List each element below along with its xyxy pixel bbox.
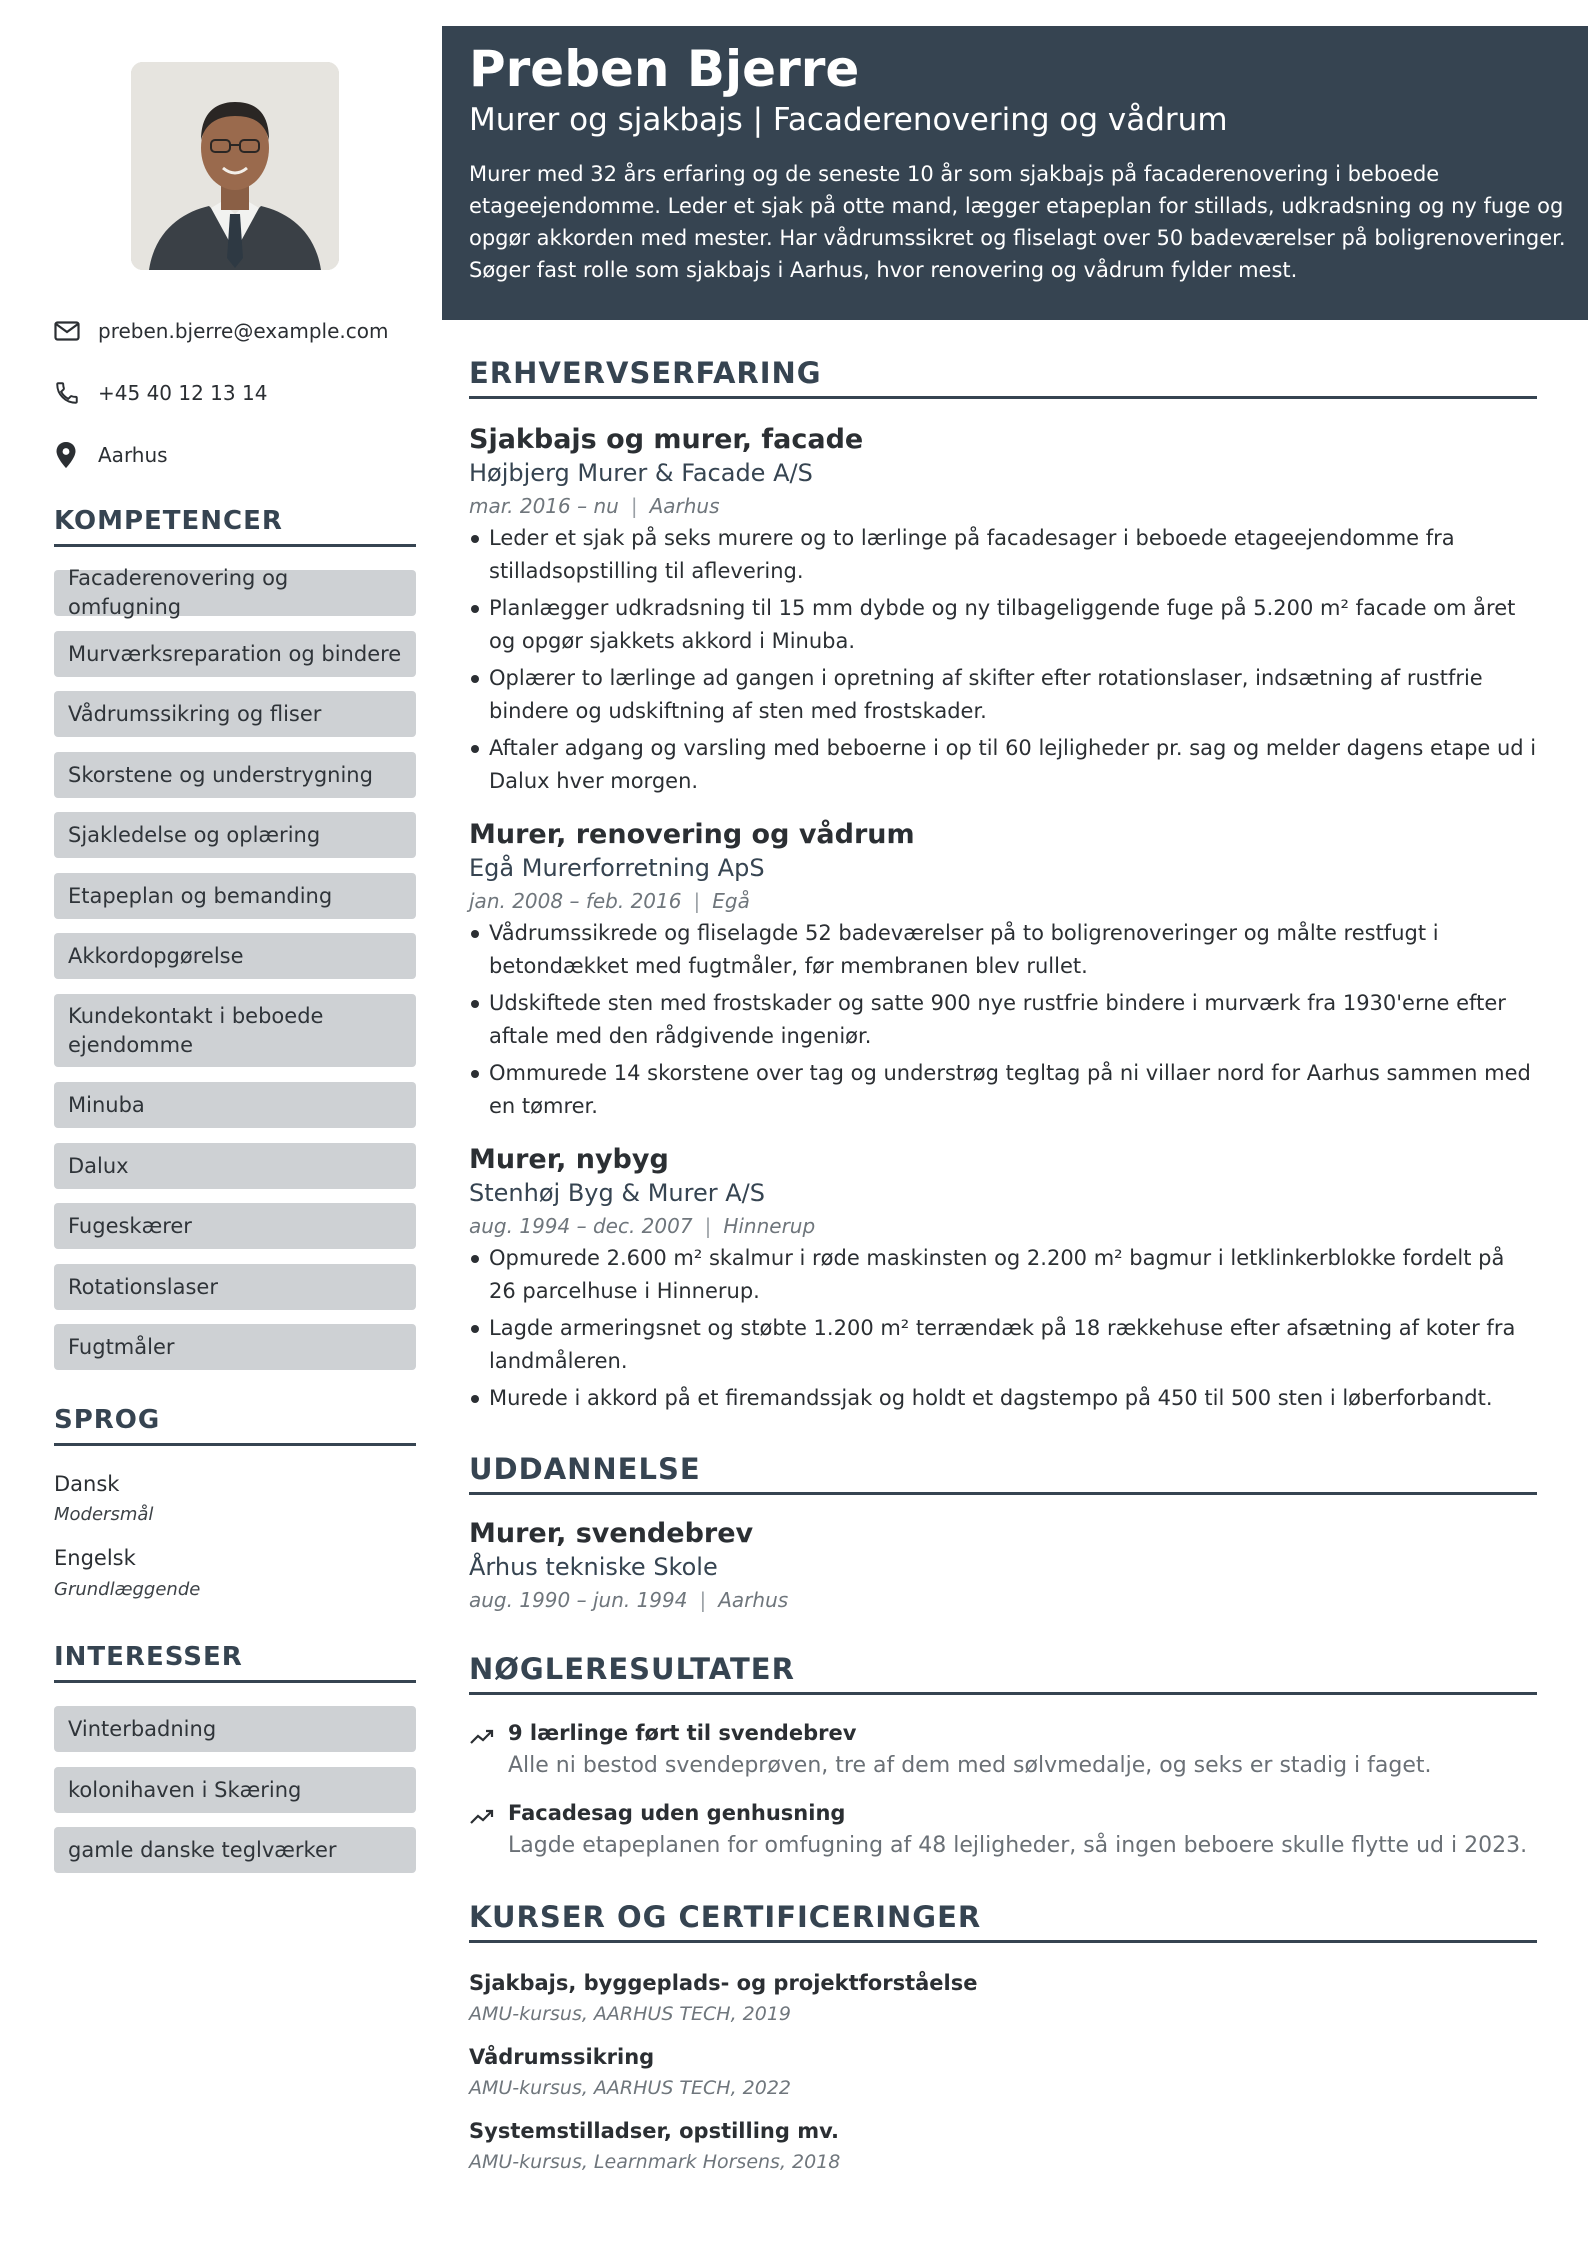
education-dates: aug. 1990 – jun. 1994 — [469, 1588, 688, 1612]
achievement-title: 9 lærlinge ført til svendebrev — [508, 1721, 857, 1745]
skill-chip: Vådrumssikring og fliser — [54, 691, 416, 737]
course-meta: AMU-kursus, Learnmark Horsens, 2018 — [469, 2151, 841, 2173]
location-text: Aarhus — [98, 443, 168, 467]
job-bullet: Murede i akkord på et firemandssjak og holdt et dagstempo på 450 til 500 sten i løberforbandt. — [489, 1382, 1537, 1415]
job-dates: mar. 2016 – nu — [469, 494, 619, 518]
section-heading-experience: ERHVERVSERFARING — [469, 356, 1537, 399]
interest-chip: kolonihaven i Skæring — [54, 1767, 416, 1813]
contact-phone[interactable] — [54, 376, 416, 410]
job-dates: jan. 2008 – feb. 2016 — [469, 889, 682, 913]
skill-chip: Dalux — [54, 1143, 416, 1189]
skill-chip: Rotationslaser — [54, 1264, 416, 1310]
job-bullet: Planlægger udkradsning til 15 mm dybde og ny tilbageliggende fuge på 5.200 m² facade om året og opgør sjakkets akkord i Minuba. — [489, 592, 1537, 658]
language-name: Dansk — [54, 1472, 120, 1496]
job-company: Højbjerg Murer & Facade A/S — [469, 459, 813, 487]
job-company: Egå Murerforretning ApS — [469, 854, 765, 882]
skill-chip: Sjakledelse og oplæring — [54, 812, 416, 858]
phone-icon — [54, 378, 84, 408]
language-name: Engelsk — [54, 1546, 136, 1570]
job-dates: aug. 1994 – dec. 2007 — [469, 1214, 693, 1238]
job-bullet: Aftaler adgang og varsling med beboerne i op til 60 lejligheder pr. sag og melder dagens etape ud i Dalux hver morgen. — [489, 732, 1537, 798]
section-heading-courses: KURSER OG CERTIFICERINGER — [469, 1900, 1537, 1943]
job-place: Egå — [712, 889, 750, 913]
education-school: Århus tekniske Skole — [469, 1553, 718, 1581]
course-title: Sjakbajs, byggeplads- og projektforståelse — [469, 1971, 978, 1995]
separator: | — [693, 889, 701, 913]
map-pin-icon — [54, 440, 84, 470]
skill-chip: Fugtmåler — [54, 1324, 416, 1370]
section-heading-languages: SPROG — [54, 1405, 416, 1446]
course-title: Vådrumssikring — [469, 2045, 655, 2069]
course-meta: AMU-kursus, AARHUS TECH, 2019 — [469, 2003, 792, 2025]
language-level: Modersmål — [54, 1504, 154, 1525]
interest-chip: gamle danske teglværker — [54, 1827, 416, 1873]
separator: | — [699, 1588, 707, 1612]
person-name: Preben Bjerre — [469, 40, 860, 98]
skill-chip: Fugeskærer — [54, 1203, 416, 1249]
mail-icon — [54, 316, 84, 346]
job-bullet: Lagde armeringsnet og støbte 1.200 m² terrændæk på 18 rækkehuse efter afsætning af koter fra landmåleren. — [489, 1312, 1537, 1378]
job-bullet: Udskiftede sten med frostskader og satte 900 nye rustfrie bindere i murværk fra 1930'erne efter aftale med den rådgivende ingeniør. — [489, 987, 1537, 1053]
education-place: Aarhus — [718, 1588, 789, 1612]
trending-up-icon — [469, 1727, 495, 1747]
contact-email[interactable] — [54, 314, 416, 348]
separator: | — [630, 494, 638, 518]
skill-chip: Etapeplan og bemanding — [54, 873, 416, 919]
profile-photo — [131, 62, 339, 270]
job-title: Sjakbajs og murer, facade — [469, 424, 864, 455]
job-place: Aarhus — [649, 494, 720, 518]
skill-chip: Akkordopgørelse — [54, 933, 416, 979]
job-bullet: Vådrumssikrede og fliselagde 52 badeværelser på to boligrenoveringer og målte restfugt i betondækket med fugtmåler, før membranen blev rullet. — [489, 917, 1537, 983]
skill-chip: Facaderenovering og omfugning — [54, 570, 416, 616]
phone-text: +45 40 12 13 14 — [98, 381, 268, 405]
education-meta — [469, 1588, 788, 1612]
achievement-text: Lagde etapeplanen for omfugning af 48 lejligheder, så ingen beboere skulle flytte ud i 2023. — [508, 1833, 1528, 1858]
skill-chip: Skorstene og understrygning — [54, 752, 416, 798]
job-meta — [469, 494, 720, 518]
section-heading-interests: INTERESSER — [54, 1642, 416, 1683]
section-heading-education: UDDANNELSE — [469, 1452, 1537, 1495]
achievement-text: Alle ni bestod svendeprøven, tre af dem med sølvmedalje, og seks er stadig i faget. — [508, 1753, 1432, 1778]
job-meta — [469, 889, 750, 913]
separator: | — [704, 1214, 712, 1238]
education-title: Murer, svendebrev — [469, 1518, 754, 1549]
achievement-title: Facadesag uden genhusning — [508, 1801, 846, 1825]
job-bullet: Leder et sjak på seks murere og to lærlinge på facadesager i beboede etageejendomme fra stilladsopstilling til aflevering. — [489, 522, 1537, 588]
job-bullet: Opmurede 2.600 m² skalmur i røde maskinsten og 2.200 m² bagmur i letklinkerblokke fordelt på 26 parcelhuse i Hinnerup. — [489, 1242, 1537, 1308]
job-bullet: Oplærer to lærlinge ad gangen i opretning af skifter efter rotationslaser, indsætning af rustfrie bindere og udskiftning af sten med frostskader. — [489, 662, 1537, 728]
course-meta: AMU-kursus, AARHUS TECH, 2022 — [469, 2077, 792, 2099]
skill-chip: Minuba — [54, 1082, 416, 1128]
language-level: Grundlæggende — [54, 1579, 201, 1600]
job-company: Stenhøj Byg & Murer A/S — [469, 1179, 765, 1207]
job-title: Murer, renovering og vådrum — [469, 819, 915, 850]
course-title: Systemstilladser, opstilling mv. — [469, 2119, 840, 2143]
skill-chip: Murværksreparation og bindere — [54, 631, 416, 677]
skill-chip: Kundekontakt i beboede ejendomme — [54, 994, 416, 1067]
job-place: Hinnerup — [723, 1214, 816, 1238]
trending-up-icon — [469, 1807, 495, 1827]
job-bullet: Ommurede 14 skorstene over tag og understrøg tegltag på ni villaer nord for Aarhus sammen med en tømrer. — [489, 1057, 1537, 1123]
interest-chip: Vinterbadning — [54, 1706, 416, 1752]
job-title: Murer, nybyg — [469, 1144, 669, 1175]
email-text: preben.bjerre@example.com — [98, 319, 389, 343]
person-headline: Murer og sjakbajs | Facaderenovering og vådrum — [469, 102, 1228, 138]
contact-location — [54, 438, 416, 472]
section-heading-skills: KOMPETENCER — [54, 506, 416, 547]
header-banner — [442, 26, 1588, 320]
section-heading-achievements: NØGLERESULTATER — [469, 1652, 1537, 1695]
person-summary: Murer med 32 års erfaring og de seneste 10 år som sjakbajs på facaderenovering i beboede etageejendomme. Leder et sjak på otte mand, lægger etapeplan for stillads, udkradsning og ny fuge og opgør akkorden med mester. Har vådrumssikret og fliselagt over 50 badeværelser på boligrenoveringer. Søger fast rolle som sjakbajs i Aarhus, hvor renovering og vådrum fylder mest. — [469, 162, 1566, 282]
job-meta — [469, 1214, 815, 1238]
